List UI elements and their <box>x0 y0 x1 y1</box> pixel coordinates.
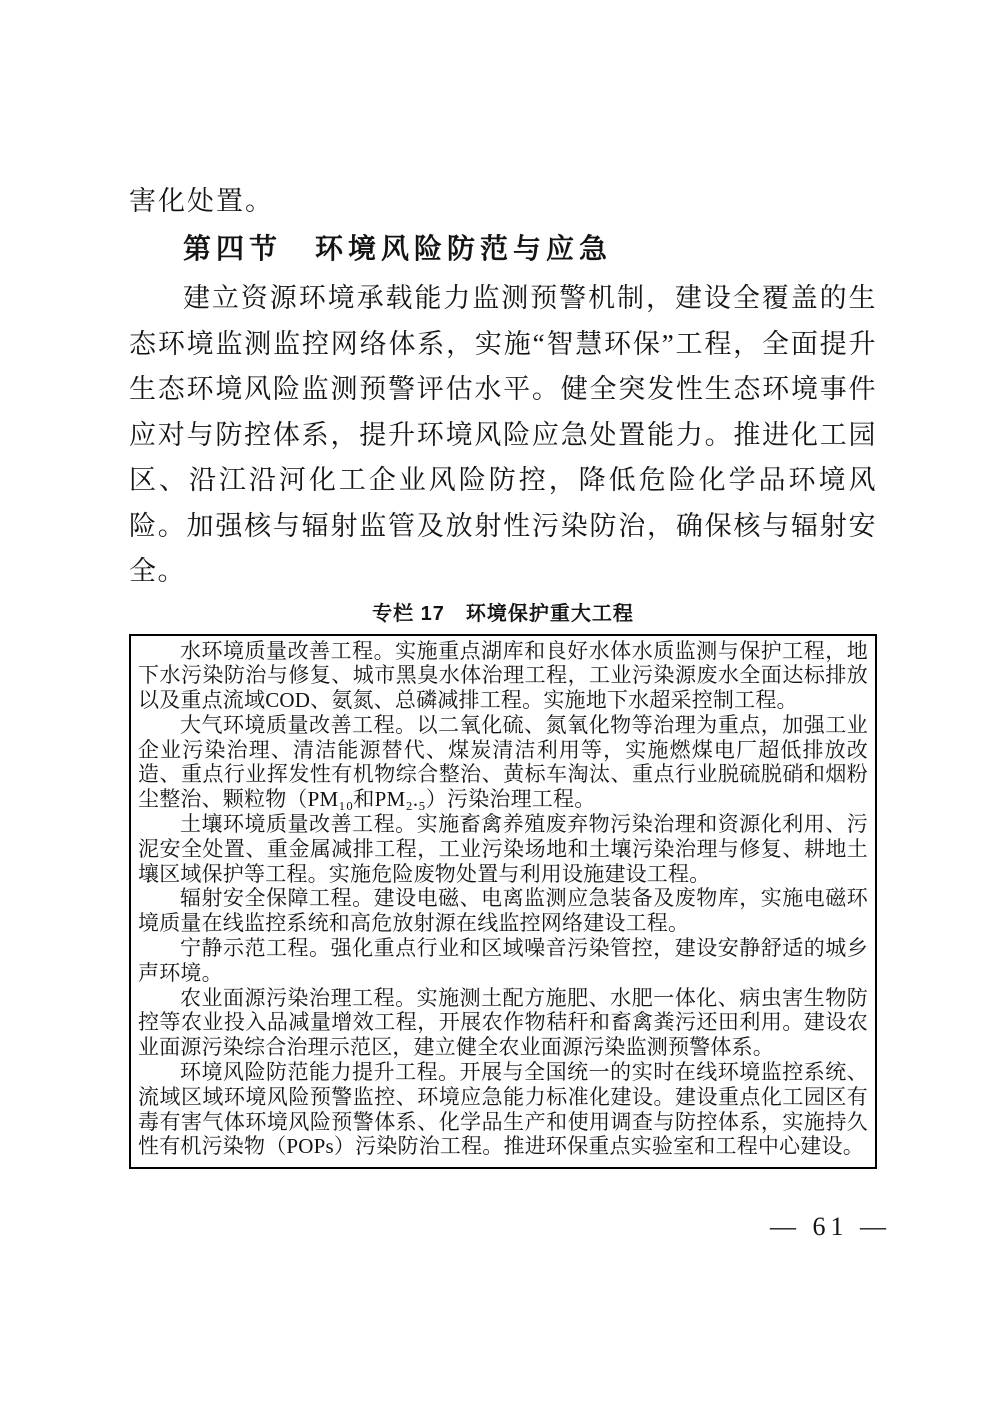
special-column-box <box>129 634 877 1170</box>
box-paragraph-air: 大气环境质量改善工程。以二氧化硫、氮氧化物等治理为重点，加强工业企业污染治理、清洁能源替代、煤炭清洁利用等，实施燃煤电厂超低排放改造、重点行业挥发性有机物综合整治、黄标车淘汰、重点行业脱硫脱硝和烟粉尘整治、颗粒物（PM₁₀和PM₂.₅）污染治理工程。 <box>138 712 868 812</box>
box-paragraph-quiet: 宁静示范工程。强化重点行业和区域噪音污染管控，建设安静舒适的城乡声环境。 <box>138 936 868 985</box>
paragraph-continuation: 害化处置。 <box>129 186 274 216</box>
box-paragraph-risk: 环境风险防范能力提升工程。开展与全国统一的实时在线环境监控系统、流域区域环境风险预警监控、环境应急能力标准化建设。建设重点化工园区有毒有害气体环境风险预警体系、化学品生产和使用调查与防控体系，实施持久性有机污染物（POPs）污染防治工程。推进环保重点实验室和工程中心建设。 <box>138 1060 868 1159</box>
page-number: — 61 — <box>770 1212 891 1241</box>
box-paragraph-water: 水环境质量改善工程。实施重点湖库和良好水体水质监测与保护工程，地下水污染防治与修复、城市黑臭水体治理工程，工业污染源废水全面达标排放以及重点流域COD、氨氮、总磷减排工程。实施地下水超采控制工程。 <box>138 638 868 713</box>
page-content <box>129 180 877 1169</box>
box-paragraph-agriculture: 农业面源污染治理工程。实施测土配方施肥、水肥一体化、病虫害生物防控等农业投入品减量增效工程，开展农作物秸秆和畜禽粪污还田利用。建设农业面源污染综合治理示范区，建立健全农业面源污染监测预警体系。 <box>138 985 868 1060</box>
box-title: 专栏 17 环境保护重大工程 <box>372 602 634 625</box>
box-paragraph-radiation: 辐射安全保障工程。建设电磁、电离监测应急装备及废物库，实施电磁环境质量在线监控系统和高危放射源在线监控网络建设工程。 <box>138 886 868 936</box>
section-heading: 第四节 环境风险防范与应急 <box>183 234 613 265</box>
box-paragraph-soil: 土壤环境质量改善工程。实施畜禽养殖废弃物污染治理和资源化利用、污泥安全处置、重金属减排工程，工业污染场地和土壤污染治理与修复、耕地土壤区域保护等工程。实施危险废物处置与利用设施建设工程。 <box>138 812 868 886</box>
body-paragraph: 建立资源环境承载能力监测预警机制，建设全覆盖的生态环境监测监控网络体系，实施“智慧环保”工程，全面提升生态环境风险监测预警评估水平。健全突发性生态环境事件应对与防控体系，提升环境风险应急处置能力。推进化工园区、沿江沿河化工企业风险防控，降低危险化学品环境风险。加强核与辐射监管及放射性污染防治，确保核与辐射安全。 <box>129 283 877 586</box>
